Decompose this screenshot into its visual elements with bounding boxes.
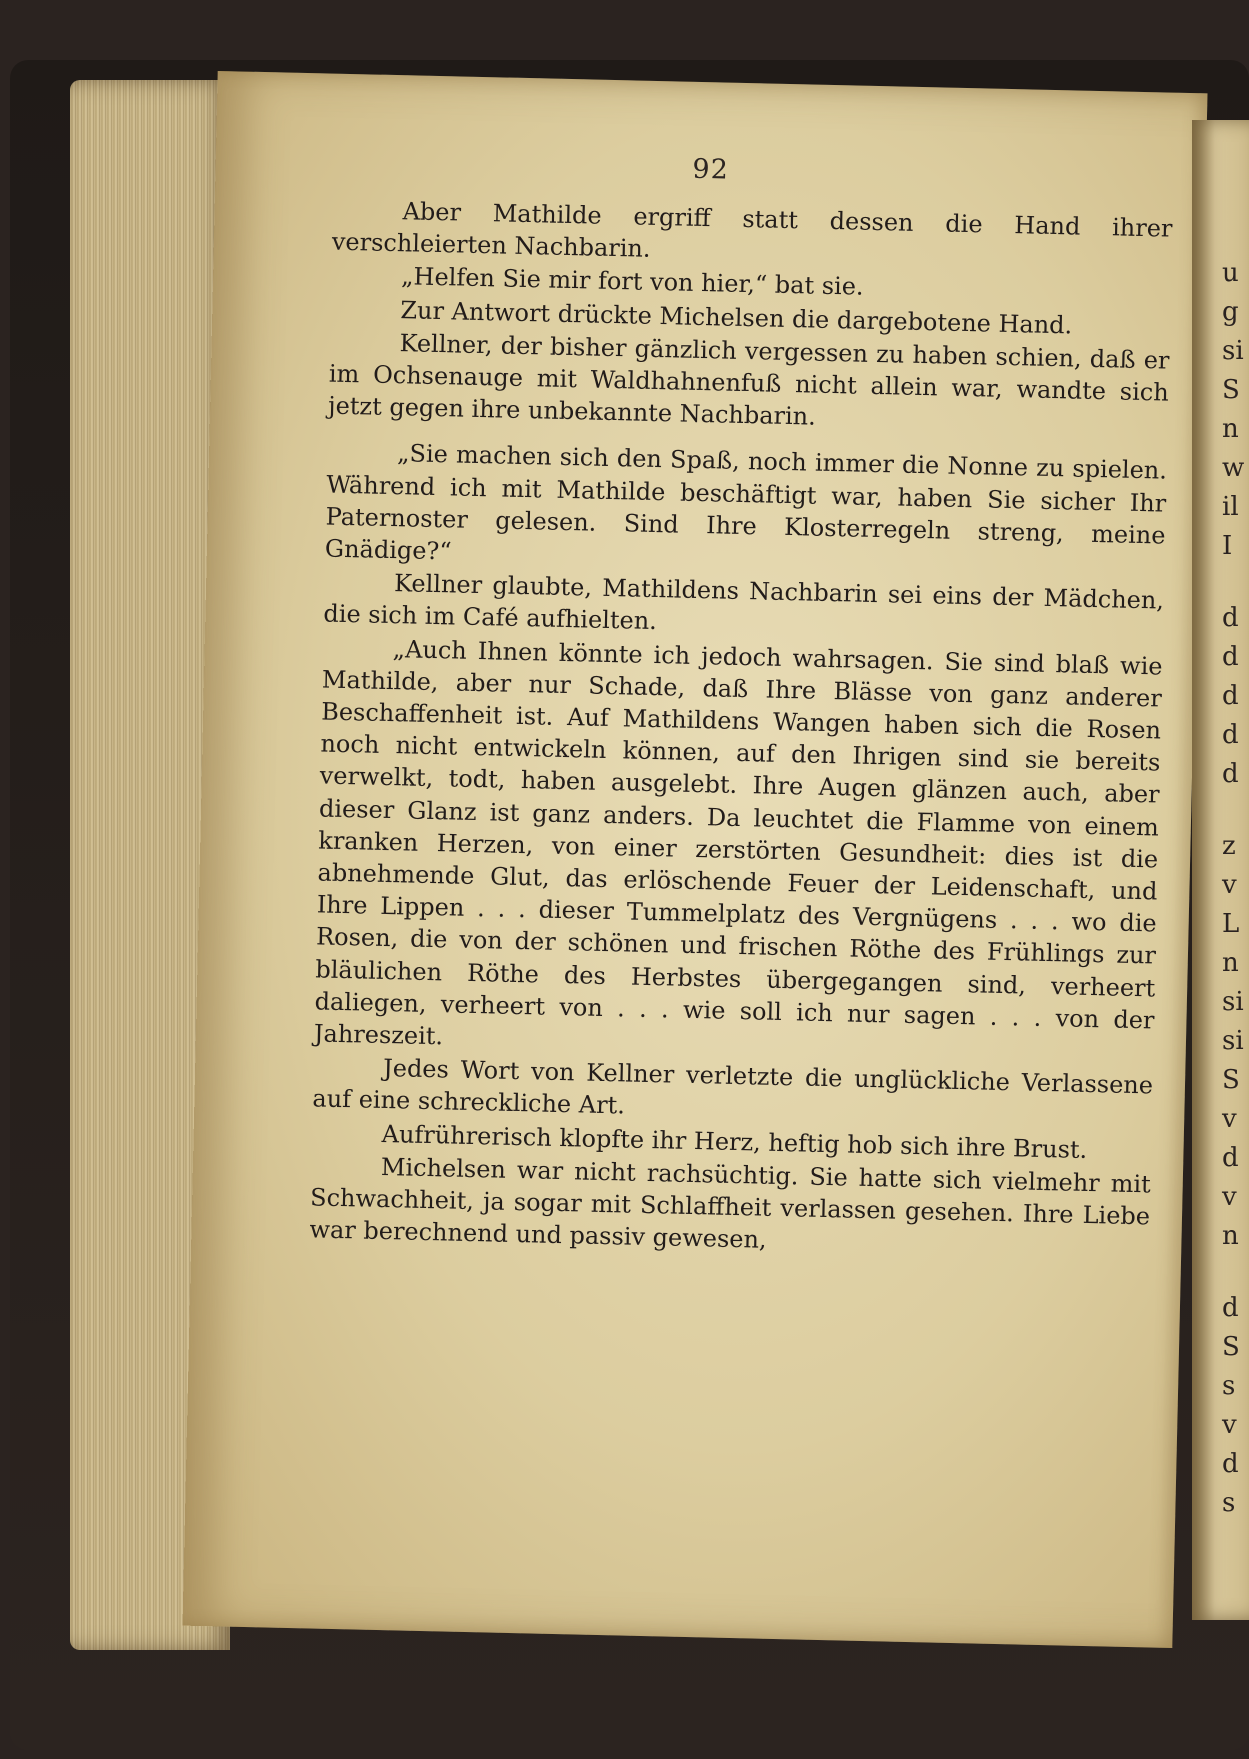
next-page-fragment: d <box>1222 759 1239 789</box>
next-page-fragment: z <box>1222 831 1236 861</box>
paragraph: Zur Antwort drückte Michelsen die dargebotene Hand. <box>400 295 1073 340</box>
next-page-fragment: n <box>1222 948 1239 978</box>
next-page-fragment: L <box>1222 909 1240 939</box>
next-page-fragment: v <box>1222 1410 1237 1440</box>
next-page-fragment: w <box>1222 453 1245 483</box>
next-page-fragment: il <box>1222 492 1239 522</box>
next-page-fragment: si <box>1222 1026 1244 1056</box>
next-page-fragment: n <box>1222 414 1239 444</box>
next-page-fragment: d <box>1222 1449 1239 1479</box>
paragraph: Aber Mathilde ergriff statt dessen die Hand ihrer verschleierten Nachbarin. <box>331 197 1173 264</box>
next-page-fragment: v <box>1222 1182 1237 1212</box>
next-page-fragment: d <box>1222 681 1239 711</box>
next-page-fragment: n <box>1222 1221 1239 1251</box>
next-page-fragment: g <box>1222 297 1239 327</box>
next-page-fragment: S <box>1222 375 1240 405</box>
next-page-fragment: v <box>1222 1104 1237 1134</box>
next-page-fragment: d <box>1222 603 1239 633</box>
paragraph: „Sie machen sich den Spaß, noch immer die Nonne zu spielen. Während ich mit Mathilde beschäftigt war, haben Sie sicher Ihr Paternoster gelesen. Sind Ihre Klosterregeln streng, meine Gnädige?“ <box>324 439 1168 566</box>
next-page-fragment: s <box>1222 1488 1236 1518</box>
next-page-fragment: S <box>1222 1332 1240 1362</box>
next-page-fragment: si <box>1222 987 1244 1017</box>
paragraph: „Helfen Sie mir fort von hier,“ bat sie. <box>400 262 864 302</box>
next-page-fragment: u <box>1222 258 1239 288</box>
paragraph: Jedes Wort von Kellner verletzte die unglückliche Verlassene auf eine schreckliche Art. <box>312 1054 1154 1120</box>
page-number: 92 <box>692 153 730 186</box>
book-page <box>182 71 1207 1648</box>
next-page-fragment: d <box>1222 1293 1239 1323</box>
paragraph: Kellner, der bisher gänzlich vergessen zu haben schien, daß er im Ochsenauge mit Waldhahnenfuß nicht allein war, wandte sich jetzt gegen ihre unbekannte Nachbarin. <box>327 328 1170 431</box>
next-page-fragment: d <box>1222 720 1239 750</box>
next-page-fragment: S <box>1222 1065 1240 1095</box>
next-page-fragment: d <box>1222 1143 1239 1173</box>
next-page-edge <box>1192 120 1249 1620</box>
next-page-fragment: I <box>1222 531 1233 561</box>
next-page-fragment: d <box>1222 642 1239 672</box>
paragraph: „Auch Ihnen könnte ich jedoch wahrsagen. Sie sind blaß wie Mathilde, aber nur Schade, daß Ihre Blässe von ganz anderer Beschaffenheit ist. Auf Mathildens Wangen haben sich die Rosen noch nicht entwickeln können, auf den Ihrigen sind sie bereits verwelkt, todt, haben ausgelebt. Ihre Augen glänzen auch, aber dieser Glanz ist ganz anders. Da leuchtet die Flamme von einem kranken Herzen, von einer zerstörten Gesundheit: dies ist die abnehmende Glut, das erlöschende Feuer der Leidenschaft, und Ihre Lippen . . . dieser Tummelplatz des Vergnügens . . . wo die Rosen, die von der schönen und frischen Röthe des Frühlings zur bläulichen Röthe des Herbstes übergegangen sind, verheert daliegen, verheert von . . . wie soll ich nur sagen . . . von der Jahreszeit. <box>313 634 1163 1051</box>
paragraph: Aufrührerisch klopfte ihr Herz, heftig hob sich ihre Brust. <box>381 1119 1088 1164</box>
next-page-fragment: si <box>1222 336 1244 366</box>
paragraph: Michelsen war nicht rachsüchtig. Sie hatte sich vielmehr mit Schwachheit, ja sogar mit Schlaffheit verlassen gesehen. Ihre Liebe war berechnend und passiv gewesen, <box>309 1152 1152 1255</box>
next-page-fragment: s <box>1222 1371 1236 1401</box>
next-page-fragment: v <box>1222 870 1237 900</box>
paragraph: Kellner glaubte, Mathildens Nachbarin sei eins der Mädchen, die sich im Café aufhielten. <box>323 569 1165 636</box>
page-text <box>309 194 1173 1266</box>
